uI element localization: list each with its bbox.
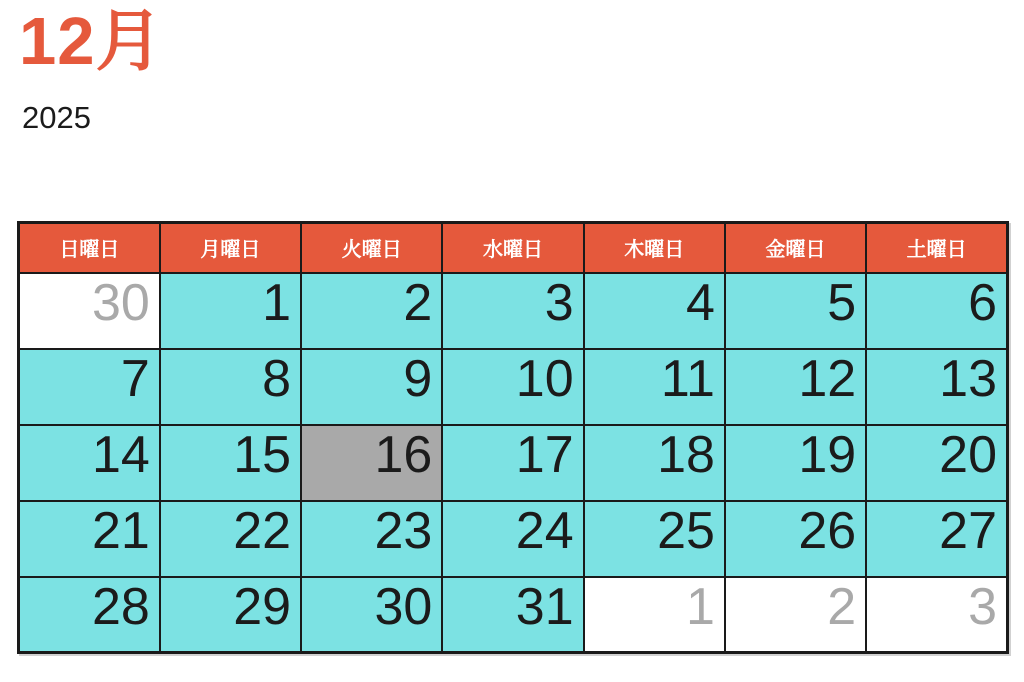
day-cell-25[interactable]: 25: [584, 501, 725, 577]
weekday-header-monday: 月曜日: [160, 223, 301, 273]
calendar-week-row: [19, 273, 1008, 349]
calendar-week-row: [19, 349, 1008, 425]
day-cell-30[interactable]: 30: [301, 577, 442, 653]
day-cell-2[interactable]: 2: [301, 273, 442, 349]
day-cell-30-outside[interactable]: 30: [19, 273, 160, 349]
day-cell-24[interactable]: 24: [442, 501, 583, 577]
day-cell-20[interactable]: 20: [866, 425, 1007, 501]
day-cell-10[interactable]: 10: [442, 349, 583, 425]
day-cell-18[interactable]: 18: [584, 425, 725, 501]
day-cell-22[interactable]: 22: [160, 501, 301, 577]
day-cell-28[interactable]: 28: [19, 577, 160, 653]
calendar-week-row: [19, 425, 1008, 501]
weekday-header-tuesday: 火曜日: [301, 223, 442, 273]
day-cell-1[interactable]: 1: [160, 273, 301, 349]
calendar-week-row: [19, 577, 1008, 653]
day-cell-8[interactable]: 8: [160, 349, 301, 425]
day-cell-9[interactable]: 9: [301, 349, 442, 425]
day-cell-26[interactable]: 26: [725, 501, 866, 577]
day-cell-12[interactable]: 12: [725, 349, 866, 425]
day-cell-31[interactable]: 31: [442, 577, 583, 653]
day-cell-13[interactable]: 13: [866, 349, 1007, 425]
day-cell-2-outside[interactable]: 2: [725, 577, 866, 653]
weekday-header-friday: 金曜日: [725, 223, 866, 273]
day-cell-3[interactable]: 3: [442, 273, 583, 349]
weekday-header-wednesday: 水曜日: [442, 223, 583, 273]
day-cell-5[interactable]: 5: [725, 273, 866, 349]
day-cell-29[interactable]: 29: [160, 577, 301, 653]
weekday-header-row: [19, 223, 1008, 273]
day-cell-11[interactable]: 11: [584, 349, 725, 425]
day-cell-21[interactable]: 21: [19, 501, 160, 577]
year-label: 2025: [22, 100, 91, 135]
day-cell-4[interactable]: 4: [584, 273, 725, 349]
day-cell-7[interactable]: 7: [19, 349, 160, 425]
weekday-header-sunday: 日曜日: [19, 223, 160, 273]
day-cell-15[interactable]: 15: [160, 425, 301, 501]
day-cell-14[interactable]: 14: [19, 425, 160, 501]
day-cell-6[interactable]: 6: [866, 273, 1007, 349]
weekday-header-thursday: 木曜日: [584, 223, 725, 273]
month-title: 12月: [19, 4, 164, 79]
calendar-body: [19, 273, 1008, 653]
day-cell-3-outside[interactable]: 3: [866, 577, 1007, 653]
weekday-header-saturday: 土曜日: [866, 223, 1007, 273]
day-cell-17[interactable]: 17: [442, 425, 583, 501]
day-cell-27[interactable]: 27: [866, 501, 1007, 577]
calendar-week-row: [19, 501, 1008, 577]
day-cell-16[interactable]: 16: [301, 425, 442, 501]
day-cell-19[interactable]: 19: [725, 425, 866, 501]
day-cell-1-outside[interactable]: 1: [584, 577, 725, 653]
monthly-calendar: [17, 221, 1009, 654]
day-cell-23[interactable]: 23: [301, 501, 442, 577]
